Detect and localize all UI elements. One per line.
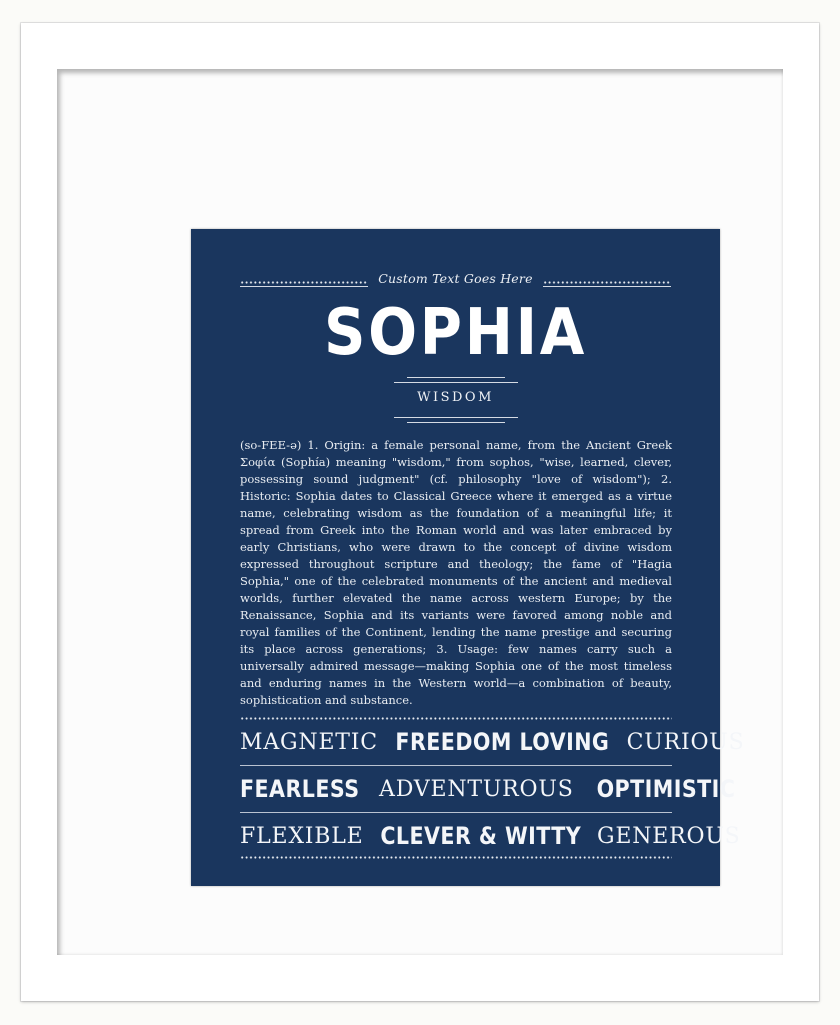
trait-divider-2	[240, 812, 672, 813]
meaning-rule-bottom-long	[394, 417, 518, 418]
name-title: SOPHIA	[323, 296, 588, 370]
custom-text: Custom Text Goes Here	[378, 271, 533, 286]
trait-word: MAGNETIC	[240, 729, 378, 755]
dotted-rule-right	[543, 281, 671, 284]
name-meaning: WISDOM	[417, 390, 494, 405]
trait-word: OPTIMISTIC	[596, 775, 735, 803]
trait-line-2	[240, 772, 735, 806]
trait-divider-1	[240, 765, 672, 766]
meaning-rule-top-long	[394, 382, 518, 383]
meaning-rule-bottom-short	[407, 422, 505, 423]
trait-word: CURIOUS	[626, 729, 745, 755]
trait-word: FREEDOM LOVING	[395, 728, 610, 756]
trait-word: GENEROUS	[597, 823, 741, 849]
rule-right	[543, 286, 671, 287]
picture-frame	[21, 23, 819, 1001]
traits-dotted-rule-bottom	[240, 856, 672, 859]
rule-left	[240, 286, 368, 287]
trait-word: CLEVER & WITTY	[379, 822, 581, 850]
traits-dotted-rule-top	[240, 717, 672, 720]
name-print	[191, 229, 745, 886]
trait-word: ADVENTUROUS	[379, 776, 574, 802]
custom-text-row	[240, 270, 671, 292]
name-definition	[240, 437, 672, 709]
trait-word: FEARLESS	[240, 775, 360, 803]
definition-text: (so-FEE-ə) 1. Origin: a female personal name, from the Ancient Greek Σοφία (Sophía) meaning "wisdom," from sophos, "wise, learned, clever, possessing sound judgment" (cf. philosophy "love of wisdom"); 2. Historic: Sophia dates to Classical Greece where it emerged as a virtue name, celebrating wisdom as the foundation of a meaningful life; it spread from Greek into the Roman world and was later embraced by early Christians, who were drawn to the concept of divine wisdom expressed throughout scripture and theology; the fame of "Hagia Sophia," one of the celebrated monuments of the ancient and medieval worlds, further elevated the name across western Europe; by the Renaissance, Sophia and its variants were favored among noble and royal families of the Continent, lending the name prestige and securing its place across generations; 3. Usage: few names carry such a universally admired message—making Sophia one of the most timeless and enduring names in the Western world—a combination of beauty, sophistication and substance.	[240, 438, 672, 707]
trait-line-1	[240, 725, 745, 759]
mat-board	[57, 69, 783, 955]
trait-word: FLEXIBLE	[240, 823, 364, 849]
trait-line-3	[240, 819, 741, 853]
traits-block	[240, 725, 745, 850]
meaning-rule-top-short	[407, 377, 505, 378]
